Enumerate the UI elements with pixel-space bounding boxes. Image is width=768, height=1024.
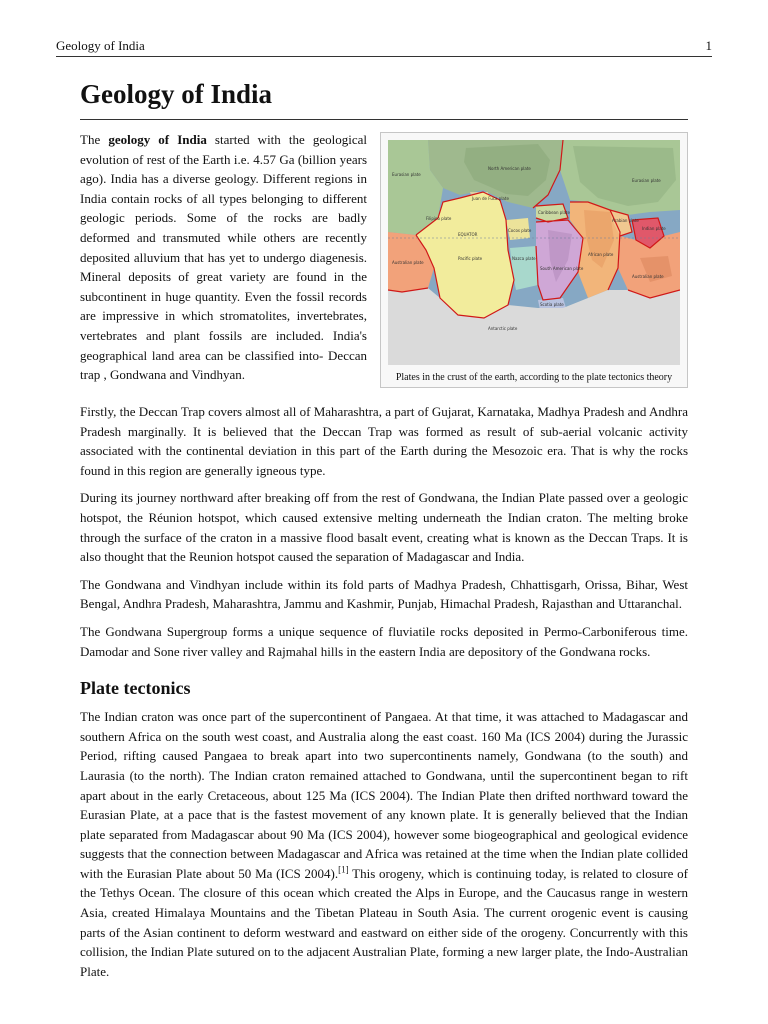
article-body	[80, 130, 688, 989]
intro-text-rest: started with the geological evolution of rest of the Earth i.e. 4.57 Ga (billion years ago). India has a diverse geology. Different regions in India contain rocks of all types belonging to different geologic periods. Some of the rocks are badly deformed and transmuted while others are recently deposited alluvium that has yet to undergo diagenesis. Mineral deposits of great variety are found in the subcontinent in huge quantity. Even the fossil records are impressive in which stromatolites, invertebrates, vertebrates and plant fossils are included. India's geographical land area can be classified into- Deccan trap , Gondwana and Vindhyan.	[80, 132, 368, 383]
label-african-plate: African plate	[588, 252, 614, 257]
running-header	[56, 38, 712, 57]
label-eurasian-plate-right: Eurasian plate	[632, 178, 661, 183]
paragraph-gondwana-supergroup: The Gondwana Supergroup forms a unique sequence of fluviatile rocks deposited in Permo-Carboniferous time. Damodar and Sone river valley and Rajmahal hills in the eastern India are depository of the Gondwana rocks.	[80, 623, 688, 659]
plate-tectonics-text-part2: This orogeny, which is continuing today, is related to closure of the Tethys Ocean. The closure of this ocean which created the Alps in Europe, and the Caucasus range in western Asia, created Himalaya Mountains and the Tibetan Plateau in South Asia. The current orogenic event is causing parts of the Asian continent to deform westward and eastward on either side of the orogeny. Concurrently with this collision, the Indian Plate sutured on to the adjacent Australian Plate, forming a new larger plate, the Indo-Australian Plate.	[80, 865, 688, 979]
paragraph-reunion-hotspot: During its journey northward after breaking off from the rest of Gondwana, the Indian Plate passed over a geologic hotspot, the Réunion hotspot, which caused extensive melting underneath the Indian craton. The melting broke through the surface of the craton in a massive flood basalt event, creating what is known as the Deccan Traps. It is also thought that the Reunion hotspot caused the separation of Madagascar and India.	[80, 490, 688, 565]
label-arabian-plate: Arabian plate	[612, 218, 639, 223]
label-juan-de-fuca-plate: Juan de Fuca plate	[472, 196, 509, 201]
label-scotia-plate: Scotia plate	[540, 302, 564, 307]
plate-tectonics-text-part1: The Indian craton was once part of the supercontinent of Pangaea. At that time, it was attached to Madagascar and southern Africa on the south west coast, and Australia along the east coast. 160 Ma (ICS 2004) during the Jurassic Period, rifting caused Pangaea to break apart into two supercontinents namely, Gondwana (to the south) and Laurasia (to the north). The Indian craton remained attached to Gondwana, until the supercontinent began to rift apart about in the early Cretaceous, about 125 Ma (ICS 2004). The Indian Plate then drifted northward toward the Eurasian Plate, at a pace that is the fastest movement of any known plate. It is generally believed that the Indian plate separated from Madagascar about 90 Ma (ICS 2004), however some biogeographical and geological evidence suggests that the connection between Madagascar and Africa was retained at the time when the Indian plate collided with the Eurasian Plate about 50 Ma (ICS 2004).	[80, 709, 688, 881]
reference-link[interactable]: [1]	[338, 864, 349, 875]
label-filipino-plate: Filipino plate	[426, 216, 452, 221]
plate-tectonics-figure	[380, 132, 688, 388]
label-equator: EQUATOR	[458, 232, 478, 237]
paragraph-gondwana-vindhyan: The Gondwana and Vindhyan include within its fold parts of Madhya Pradesh, Chhattisgarh, Orissa, Bihar, West Bengal, Andhra Pradesh, Maharashtra, Jammu and Kashmir, Punjab, Himachal Pradesh, Rajasthan and Uttaranchal.	[80, 576, 688, 612]
label-south-american-plate: South American plate	[540, 266, 584, 271]
figure-caption: Plates in the crust of the earth, according to the plate tectonics theory	[395, 372, 673, 383]
title-rule	[80, 119, 688, 120]
paragraph-plate-tectonics	[80, 707, 688, 981]
label-eurasian-plate-left: Eurasian plate	[392, 172, 421, 177]
page-number: 1	[705, 38, 712, 53]
running-header-title: Geology of India	[56, 38, 145, 53]
page-title: Geology of India	[80, 79, 273, 109]
label-australian-plate-right: Australian plate	[632, 274, 664, 279]
label-australian-plate-left: Australian plate	[392, 260, 424, 265]
intro-text-start: The	[80, 132, 109, 147]
label-north-american-plate: North American plate	[488, 166, 531, 171]
plate-tectonics-map	[388, 140, 680, 365]
label-cocos-plate: Cocos plate	[508, 228, 532, 233]
label-antarctic-plate: Antarctic plate	[488, 326, 518, 331]
label-caribbean-plate: Caribbean plate	[538, 210, 570, 215]
label-indian-plate: Indian plate	[642, 226, 666, 231]
label-nazca-plate: Nazca plate	[512, 256, 536, 261]
section-heading-plate-tectonics: Plate tectonics	[80, 678, 191, 699]
paragraph-deccan-trap: Firstly, the Deccan Trap covers almost all of Maharashtra, a part of Gujarat, Karnataka, Madhya Pradesh and Andhra Pradesh marginally. It is believed that the Deccan Trap was formed as result of sub-aerial volcanic activity associated with the continental deviation in this part of the Earth during the Mesozoic era. That is why the rocks found in this region are generally igneous type.	[80, 404, 688, 478]
label-pacific-plate: Pacific plate	[458, 256, 483, 261]
intro-bold-term: geology of India	[108, 132, 207, 147]
